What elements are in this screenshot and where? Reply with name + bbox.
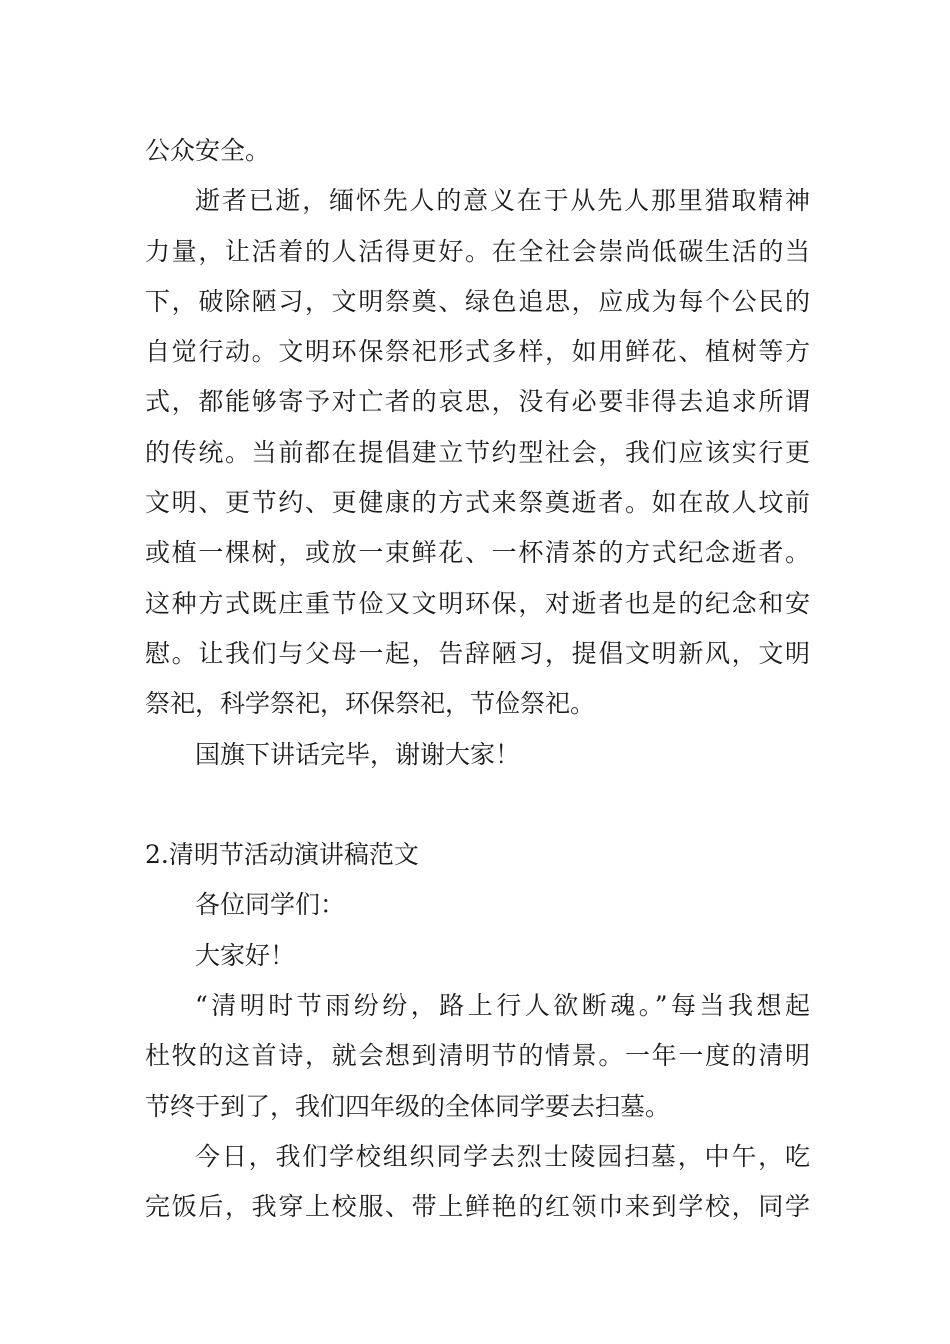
text-line: 大家好！ xyxy=(195,940,296,970)
text-line: 祭祀，科学祭祀，环保祭祀，节俭祭祀。 xyxy=(145,689,596,719)
paragraph xyxy=(145,981,810,1132)
section-heading: 2.清明节活动演讲稿范文 xyxy=(145,840,419,870)
text-line: 公众安全。 xyxy=(145,136,271,165)
paragraph xyxy=(145,126,810,176)
text-line: 式，都能够寄予对亡者的哀思，没有必要非得去追求所谓 xyxy=(145,387,810,417)
text-line: 的传统。当前都在提倡建立节约型社会，我们应该实行更 xyxy=(145,437,810,467)
paragraph xyxy=(145,1132,810,1233)
text-line: 逝者已逝，缅怀先人的意义在于从先人那里猎取精神 xyxy=(195,186,810,216)
text-line: 下，破除陋习，文明祭奠、绿色追思，应成为每个公民的 xyxy=(145,286,810,316)
paragraph xyxy=(145,880,810,930)
text-line: 节终于到了，我们四年级的全体同学要去扫墓。 xyxy=(145,1091,671,1121)
text-line: 这种方式既庄重节俭又文明环保，对逝者也是的纪念和安 xyxy=(145,588,810,618)
paragraph xyxy=(145,176,810,729)
text-line: 慰。让我们与父母一起，告辞陋习，提倡文明新风，文明 xyxy=(145,638,810,668)
paragraph xyxy=(145,730,810,780)
blank-line xyxy=(145,780,810,830)
text-line: 完饭后，我穿上校服、带上鲜艳的红领巾来到学校，同学 xyxy=(145,1192,810,1222)
text-line: 文明、更节约、更健康的方式来祭奠逝者。如在故人坟前 xyxy=(145,488,810,518)
text-line: “清明时节雨纷纷，路上行人欲断魂。”每当我想起 xyxy=(195,991,810,1021)
text-line: 或植一棵树，或放一束鲜花、一杯清茶的方式纪念逝者。 xyxy=(145,538,810,568)
paragraph xyxy=(145,931,810,981)
text-line: 各位同学们： xyxy=(195,890,346,920)
text-line: 杜牧的这首诗，就会想到清明节的情景。一年一度的清明 xyxy=(145,1041,810,1071)
text-line: 力量，让活着的人活得更好。在全社会崇尚低碳生活的当 xyxy=(145,236,810,266)
text-line: 今日，我们学校组织同学去烈士陵园扫墓，中午，吃 xyxy=(195,1141,810,1171)
text-line: 国旗下讲话完毕，谢谢大家！ xyxy=(195,739,521,769)
document-body xyxy=(145,126,810,1233)
text-line: 自觉行动。文明环保祭祀形式多样，如用鲜花、植树等方 xyxy=(145,337,810,367)
